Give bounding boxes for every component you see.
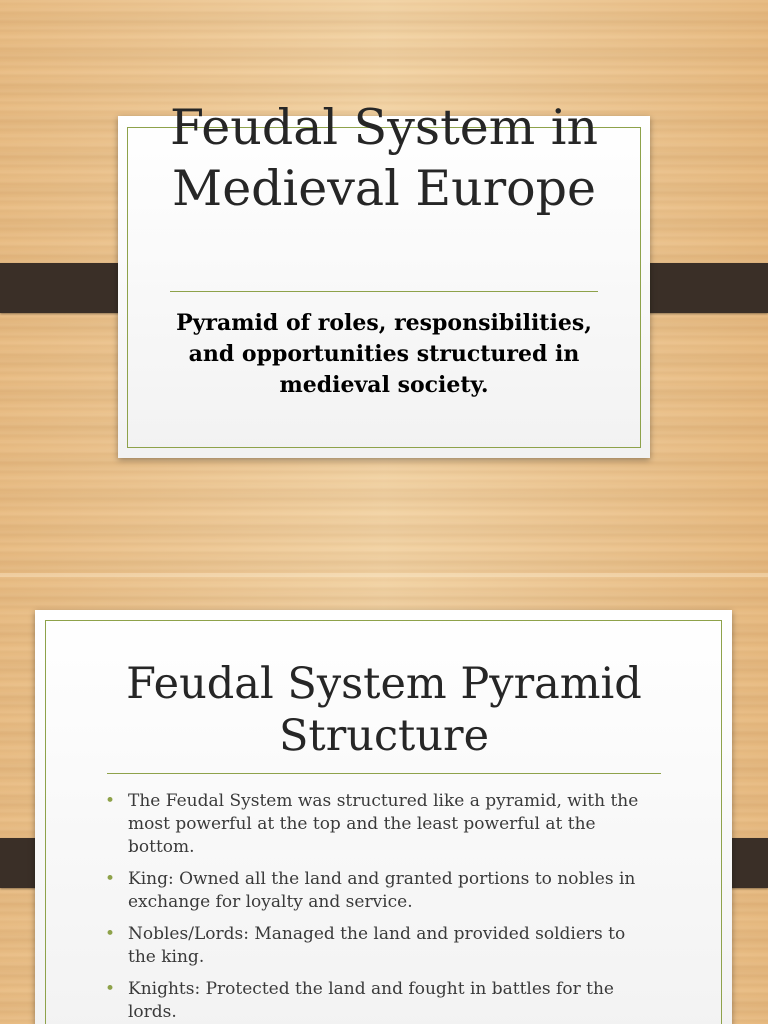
bullet-dot-icon: •	[105, 869, 116, 889]
bullet-text: Nobles/Lords: Managed the land and provided soldiers to the king.	[128, 924, 626, 967]
list-item	[105, 923, 650, 969]
slide-2-bullet-list	[105, 790, 650, 1024]
slide-divider	[0, 573, 768, 577]
bullet-text: The Feudal System was structured like a pyramid, with the most powerful at the top and the least powerful at the bottom.	[128, 791, 639, 857]
bullet-text: King: Owned all the land and granted portions to nobles in exchange for loyalty and service.	[128, 869, 636, 912]
bullet-dot-icon: •	[105, 924, 116, 944]
bullet-dot-icon: •	[105, 791, 116, 811]
list-item	[105, 978, 650, 1024]
slide-1-subtitle: Pyramid of roles, responsibilities, and opportunities structured in medieval society.	[176, 310, 592, 398]
slide-1-divider-rule	[170, 291, 598, 292]
slide-2-title: Feudal System Pyramid Structure	[126, 659, 642, 761]
slide-2-divider-rule	[107, 773, 661, 774]
bullet-dot-icon: •	[105, 979, 116, 999]
list-item	[105, 790, 650, 859]
list-item	[105, 868, 650, 914]
slide-1-title: Feudal System in Medieval Europe	[169, 99, 599, 217]
bullet-text: Knights: Protected the land and fought in battles for the lords.	[128, 979, 614, 1022]
